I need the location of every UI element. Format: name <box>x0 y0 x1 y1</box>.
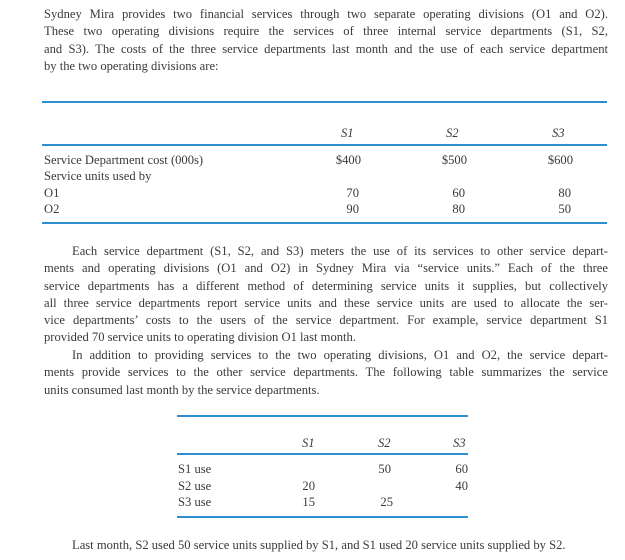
table-cell: 50 <box>558 202 571 216</box>
table-header-s2: S2 <box>378 436 391 450</box>
table-header-s1: S1 <box>302 436 315 450</box>
intro-line: Sydney Mira provides two financial services through two separate operating divisions (O1 and O2). <box>44 7 608 21</box>
paragraph-line: ments provide services to the other service departments. The following table summarizes the service <box>44 365 608 380</box>
paragraph-line: provided 70 service units to operating division O1 last month. <box>44 330 357 345</box>
table-row-label: S3 use <box>178 495 212 509</box>
paragraph-line: ments and operating divisions (O1 and O2) in Sydney Mira via “service units.” Each of the three <box>44 261 608 276</box>
intro-line: and S3). The costs of the three service departments last month and the use of each service department <box>44 41 608 56</box>
table-top-rule <box>177 415 468 417</box>
paragraph-line: service departments has a different method of determining service units it supplies, but collectively <box>44 278 608 293</box>
intro-paragraph <box>44 6 608 75</box>
table-top-rule <box>42 101 607 103</box>
table-header-s2: S2 <box>446 126 459 140</box>
table-header-s3: S3 <box>453 436 466 450</box>
table-bottom-rule <box>42 222 607 224</box>
table-cell: $500 <box>441 153 467 167</box>
service-units-paragraph <box>44 243 608 347</box>
table-row-label: O2 <box>44 202 60 216</box>
paragraph-line: Last month, S2 used 50 service units supplied by S1, and S1 used 20 service units supplied by S2. <box>72 538 566 552</box>
table-cell: 60 <box>455 462 468 476</box>
table-row-label: S2 use <box>178 479 212 493</box>
paragraph-line: units consumed last month by the service departments. <box>44 382 320 397</box>
table-header-rule <box>42 144 607 146</box>
table-cell: 80 <box>558 186 571 200</box>
table-cell: 25 <box>380 495 393 509</box>
table-bottom-rule <box>177 516 468 518</box>
table-header-s3: S3 <box>552 126 565 140</box>
table-cell: 70 <box>346 186 359 200</box>
table-cell: 80 <box>452 202 465 216</box>
table-row-label: O1 <box>44 186 60 200</box>
table-cell: $600 <box>547 153 573 167</box>
paragraph-line: Each service department (S1, S2, and S3) meters the use of its services to other service depart- <box>72 244 608 258</box>
summary-paragraph <box>44 537 608 554</box>
table-cell: 60 <box>452 186 465 200</box>
table-row-label: Service Department cost (000s) <box>44 153 204 167</box>
paragraph-line: all three service departments report service units and these service units are used to allocate the ser- <box>44 295 608 310</box>
intro-line: by the two operating divisions are: <box>44 58 219 73</box>
table-row-label: Service units used by <box>44 169 152 183</box>
table-cell: $400 <box>335 153 361 167</box>
table-cell: 15 <box>302 495 315 509</box>
table-cell: 50 <box>378 462 391 476</box>
intro-line: These two operating divisions require the services of three internal service departments (S1, S2, <box>44 24 608 39</box>
table-cell: 20 <box>302 479 315 493</box>
table-cell: 90 <box>346 202 359 216</box>
table-row-label: S1 use <box>178 462 212 476</box>
interdepartment-paragraph <box>44 347 608 399</box>
paragraph-line: vice departments’ costs to the users of the service department. For example, service department S1 <box>44 313 608 328</box>
table-header-s1: S1 <box>341 126 354 140</box>
table-cell: 40 <box>455 479 468 493</box>
table-header-rule <box>177 453 468 455</box>
paragraph-line: In addition to providing services to the two operating divisions, O1 and O2, the service depart- <box>72 348 608 362</box>
